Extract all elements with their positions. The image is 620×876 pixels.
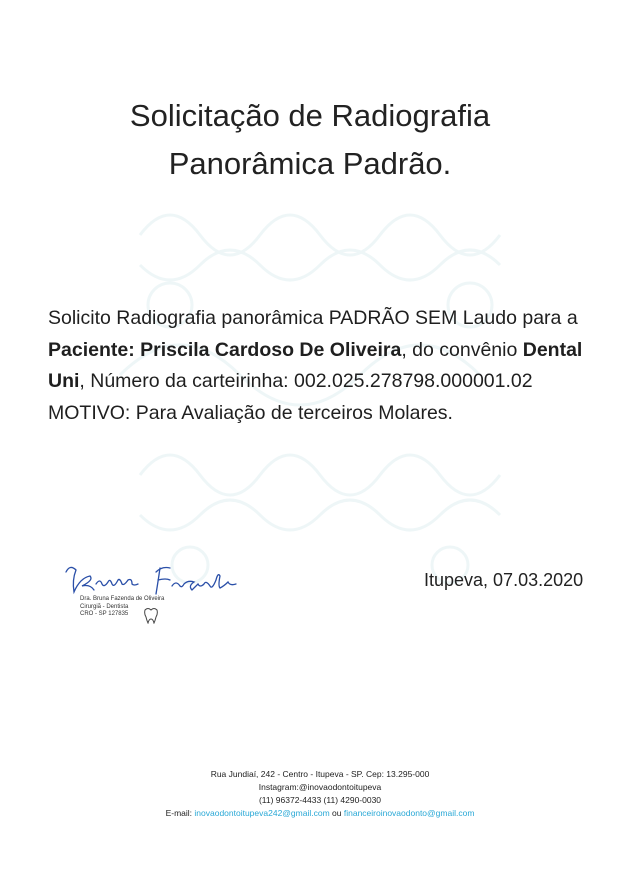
convenio-name: Dental Uni [48,338,583,392]
footer-email-2[interactable]: financeiroinovaodonto@gmail.com [343,808,475,818]
title-line-2: Panorâmica Padrão. [168,146,452,181]
footer-contact [0,768,620,820]
body-part-3: , Número da carteirinha: 002.025.278798.000001.02 MOTIVO: Para Avaliação de terceiros Molares. [48,370,533,424]
stamp-cro: CRO - SP 127835 [80,611,129,617]
page-title [0,92,620,188]
footer-email-row [0,807,620,820]
handwritten-signature [62,558,282,598]
stamp-doctor-name: Dra. Bruna Fazenda de Oliveira [80,596,165,602]
date-location: Itupeva, 07.03.2020 [424,570,584,590]
footer-email-1[interactable]: inovaodontoitupeva242@gmail.com [194,808,330,818]
title-line-1: Solicitação de Radiografia [129,98,491,133]
body-part-1: Solicito Radiografia panorâmica PADRÃO SEM Laudo para a [48,307,578,329]
footer-phones: (11) 96372-4433 (11) 4290-0030 [258,795,382,805]
body-part-2: , do convênio [401,338,523,361]
request-paragraph [48,303,593,429]
footer-address: Rua Jundiaí, 242 - Centro - Itupeva - SP. Cep: 13.295-000 [210,769,430,779]
footer-email-separator: ou [329,808,344,818]
patient-name: Paciente: Priscila Cardoso De Oliveira [48,338,402,361]
tooth-icon [142,606,160,624]
doctor-stamp [80,596,180,619]
stamp-role: Cirurgiã - Dentista [80,603,129,610]
footer-email-label: E-mail: [165,808,195,818]
footer-instagram: Instagram:@inovaodontoitupeva [258,782,382,792]
